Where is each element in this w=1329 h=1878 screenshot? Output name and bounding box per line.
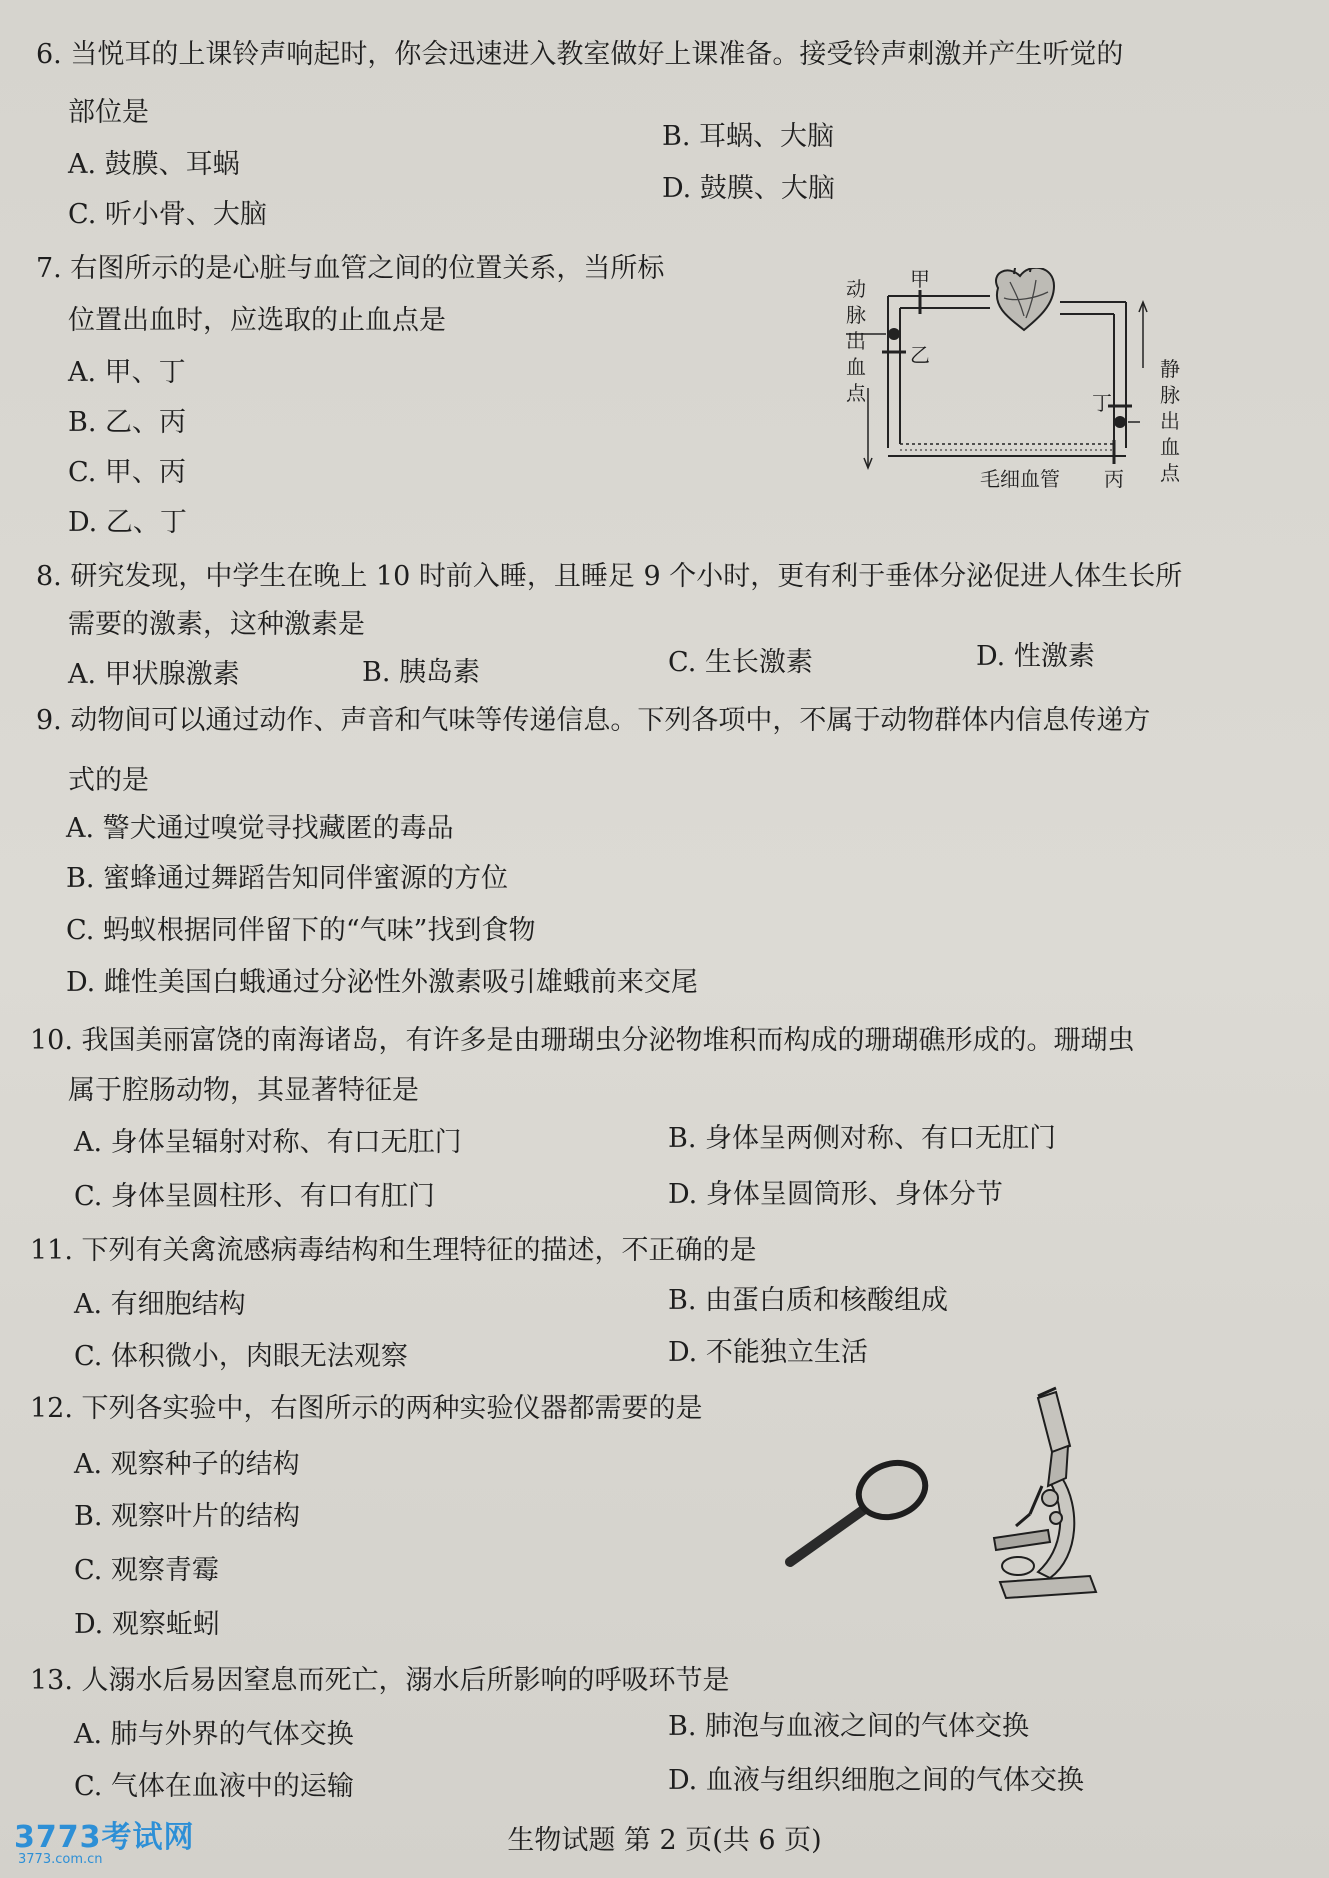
q9-stem-line1: 9. 动物间可以通过动作、声音和气味等传递信息。下列各项中，不属于动物群体内信息传递方	[36, 705, 1151, 736]
q6-option-d: D. 鼓膜、大脑	[662, 173, 835, 204]
heart-vessel-diagram	[840, 268, 1200, 498]
artery-label-2: 脉	[846, 303, 866, 327]
q12-option-a: A. 观察种子的结构	[74, 1449, 300, 1480]
q8-option-b: B. 胰岛素	[362, 657, 481, 688]
q6-stem-line2: 部位是	[68, 97, 149, 128]
vein-label-3: 出	[1160, 409, 1180, 433]
magnifier-icon	[790, 1454, 933, 1562]
q10-option-a: A. 身体呈辐射对称、有口无肛门	[74, 1127, 462, 1158]
watermark-url: 3773.com.cn	[18, 1852, 103, 1867]
q8-stem-line1: 8. 研究发现，中学生在晚上 10 时前入睡，且睡足 9 个小时，更有利于垂体分泌促进人体生长所	[36, 561, 1183, 592]
q6-stem-line1: 6. 当悦耳的上课铃声响起时，你会迅速进入教室做好上课准备。接受铃声刺激并产生听觉的	[36, 39, 1124, 70]
q12-option-c: C. 观察青霉	[74, 1555, 219, 1586]
instruments-figure	[780, 1386, 1120, 1606]
q10-option-b: B. 身体呈两侧对称、有口无肛门	[668, 1123, 1057, 1154]
q7-option-c: C. 甲、丙	[68, 457, 186, 488]
artery-label-3: 出	[846, 329, 866, 353]
q13-stem-line1: 13. 人溺水后易因窒息而死亡，溺水后所影响的呼吸环节是	[30, 1665, 730, 1696]
label-jia: 甲	[910, 268, 930, 291]
q11-option-a: A. 有细胞结构	[74, 1289, 246, 1320]
q11-option-d: D. 不能独立生活	[668, 1337, 868, 1368]
q10-stem-line1: 10. 我国美丽富饶的南海诸岛，有许多是由珊瑚虫分泌物堆积而构成的珊瑚礁形成的。珊瑚虫	[30, 1025, 1135, 1056]
q10-stem-line2: 属于腔肠动物，其显著特征是	[68, 1075, 419, 1106]
q10-option-d: D. 身体呈圆筒形、身体分节	[668, 1179, 1003, 1210]
site-watermark	[14, 1812, 195, 1867]
q12-option-b: B. 观察叶片的结构	[74, 1501, 301, 1532]
artery-label-4: 血	[846, 355, 866, 379]
q9-option-c: C. 蚂蚁根据同伴留下的“气味”找到食物	[66, 915, 536, 946]
vein-label-2: 脉	[1160, 383, 1180, 407]
artery-label-5: 点	[846, 381, 866, 405]
q11-option-c: C. 体积微小，肉眼无法观察	[74, 1341, 408, 1372]
microscope-icon	[994, 1388, 1096, 1598]
q7-option-d: D. 乙、丁	[68, 507, 187, 538]
q13-option-a: A. 肺与外界的气体交换	[74, 1719, 354, 1750]
q13-option-c: C. 气体在血液中的运输	[74, 1771, 354, 1802]
label-capillary: 毛细血管	[980, 467, 1060, 491]
page-footer: 生物试题 第 2 页(共 6 页)	[507, 1825, 822, 1856]
q7-option-b: B. 乙、丙	[68, 407, 187, 438]
q12-stem-line1: 12. 下列各实验中，右图所示的两种实验仪器都需要的是	[30, 1393, 703, 1424]
q10-option-c: C. 身体呈圆柱形、有口有肛门	[74, 1181, 435, 1212]
q8-option-c: C. 生长激素	[668, 647, 813, 678]
q11-stem-line1: 11. 下列有关禽流感病毒结构和生理特征的描述，不正确的是	[30, 1235, 757, 1266]
q6-option-c: C. 听小骨、大脑	[68, 199, 267, 230]
q11-option-b: B. 由蛋白质和核酸组成	[668, 1285, 949, 1316]
q7-stem-line2: 位置出血时，应选取的止血点是	[68, 305, 446, 336]
q6-option-a: A. 鼓膜、耳蜗	[68, 149, 240, 180]
vein-label-4: 血	[1160, 435, 1180, 459]
q8-option-d: D. 性激素	[976, 641, 1095, 672]
q9-option-a: A. 警犬通过嗅觉寻找藏匿的毒品	[66, 813, 454, 844]
label-yi: 乙	[910, 343, 930, 367]
watermark-logo-text: 3773考试网	[14, 1820, 195, 1855]
label-ding: 丁	[1092, 391, 1112, 415]
q13-option-b: B. 肺泡与血液之间的气体交换	[668, 1711, 1030, 1742]
q13-option-d: D. 血液与组织细胞之间的气体交换	[668, 1765, 1084, 1796]
q9-option-b: B. 蜜蜂通过舞蹈告知同伴蜜源的方位	[66, 863, 509, 894]
label-bing: 丙	[1104, 467, 1124, 491]
q8-option-a: A. 甲状腺激素	[68, 659, 240, 690]
q8-stem-line2: 需要的激素，这种激素是	[68, 609, 365, 640]
q9-option-d: D. 雌性美国白蛾通过分泌性外激素吸引雄蛾前来交尾	[66, 967, 698, 998]
vein-label-1: 静	[1160, 357, 1180, 381]
q7-option-a: A. 甲、丁	[68, 357, 186, 388]
heart-icon	[996, 268, 1054, 330]
vein-label-5: 点	[1160, 461, 1180, 485]
artery-label-1: 动	[846, 277, 866, 301]
q6-option-b: B. 耳蜗、大脑	[662, 121, 835, 152]
q12-option-d: D. 观察蚯蚓	[74, 1609, 220, 1640]
q7-stem-line1: 7. 右图所示的是心脏与血管之间的位置关系，当所标	[36, 253, 665, 284]
q9-stem-line2: 式的是	[68, 765, 149, 796]
